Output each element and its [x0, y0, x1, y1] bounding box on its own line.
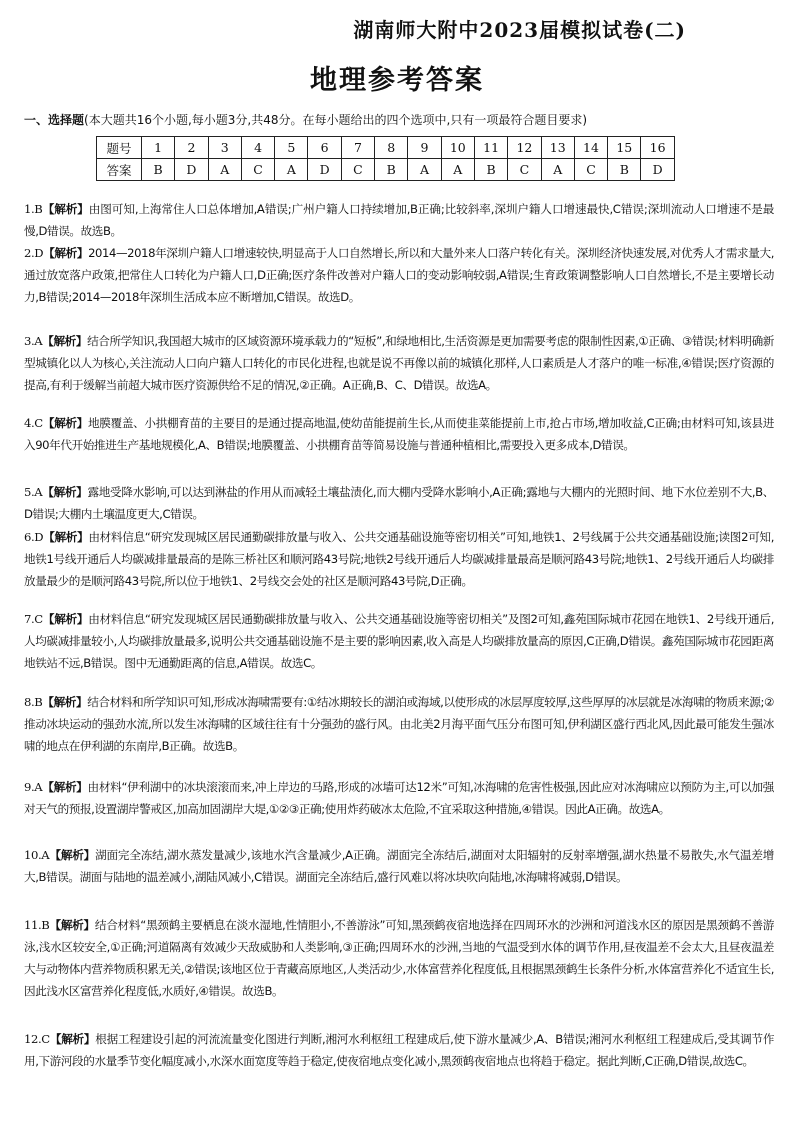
answer-cell: B — [375, 159, 408, 181]
analysis-tag: 【解析】 — [49, 848, 96, 862]
item-prefix: 4.C — [24, 416, 43, 430]
analysis-tag: 【解析】 — [49, 918, 95, 932]
answer-cell: C — [508, 159, 541, 181]
explanation-item — [24, 526, 774, 592]
answer-cell: A — [441, 159, 474, 181]
question-number-cell: 8 — [375, 137, 408, 159]
answer-cell: D — [175, 159, 208, 181]
answer-cell: A — [208, 159, 241, 181]
analysis-tag: 【解析】 — [42, 416, 88, 430]
explanation-item — [24, 481, 774, 525]
question-number-cell: 15 — [608, 137, 641, 159]
explanation-text: 结合材料和所学知识可知,形成冰海啸需要有:①结冰期较长的湖泊或海域,以使形成的冰层厚度较厚,这些厚厚的冰层就是冰海啸的物质来源;②推动冰块运动的强劲水流,所以发生冰海啸的区域往往有十分强劲的盛行风。由北美2月海平面气压分布图可知,伊利湖区盛行西北风,因此最可能发生强冰啸的地点在伊利湖的东南岸,B正确。故选B。 — [24, 695, 774, 753]
item-prefix: 11.B — [24, 918, 50, 932]
explanation-item — [24, 914, 774, 1002]
question-number-cell: 3 — [208, 137, 241, 159]
analysis-tag: 【解析】 — [42, 612, 89, 626]
answer-table — [96, 136, 675, 181]
explanation-text: 由材料“伊利湖中的冰块滚滚而来,冲上岸边的马路,形成的冰墙可达12米”可知,冰海啸的危害性极强,因此应对冰海啸应以预防为主,可以加强对天气的预报,设置湖岸警戒区,加高加固湖岸大堤,①②③正确;使用炸药破冰太危险,不宜采取这种措施,④错误。因此A正确。故选A。 — [24, 780, 774, 816]
question-number-cell: 16 — [641, 137, 674, 159]
analysis-tag: 【解析】 — [42, 334, 88, 348]
analysis-tag: 【解析】 — [42, 695, 88, 709]
answer-cell: A — [275, 159, 308, 181]
analysis-tag: 【解析】 — [49, 1032, 96, 1046]
answer-row — [97, 159, 675, 181]
item-prefix: 7.C — [24, 612, 43, 626]
answer-cell: C — [341, 159, 374, 181]
explanation-item — [24, 412, 774, 456]
question-number-cell: 12 — [508, 137, 541, 159]
explanation-item — [24, 330, 774, 396]
question-number-cell: 6 — [308, 137, 341, 159]
question-number-cell: 10 — [441, 137, 474, 159]
explanation-text: 由材料信息“研究发现城区居民通勤碳排放量与收入、公共交通基础设施等密切相关”及图2可知,鑫苑国际城市花园在地铁1、2号线开通后,人均碳减排量较小,人均碳排放量最多,说明公共交通基础设施不是主要的影响因素,收入高是人均碳排放量高的原因,C正确,D错误。鑫苑国际城市花园距离地铁站不远,B错误。图中无通勤距离的信息,A错误。故选C。 — [24, 612, 774, 670]
question-number-cell: 1 — [142, 137, 175, 159]
item-prefix: 8.B — [24, 695, 43, 709]
question-number-cell: 2 — [175, 137, 208, 159]
question-number-cell: 14 — [574, 137, 607, 159]
explanation-text: 根据工程建设引起的河流流量变化图进行判断,湘河水利枢纽工程建成后,使下游水量减少,A、B错误;湘河水利枢纽工程建成后,受其调节作用,下游河段的水量季节变化幅度减小,水深水面宽度等趋于稳定,使夜宿地点变化减小,黑颈鹤夜宿地点也将趋于稳定。据此判断,C正确,D错误,故选C。 — [24, 1032, 775, 1068]
explanation-text: 结合材料“黑颈鹤主要栖息在淡水湿地,性情胆小,不善游泳”可知,黑颈鹤夜宿地选择在四周环水的沙洲和河道浅水区的原因是黑颈鹤不善游泳,浅水区较安全,①正确;河道隔离有效减少天敌威胁和人类影响,③正确;四周环水的沙洲,当地的气温受到水体的调节作用,昼夜温差不会太大,且昼夜温差大与动物体内营养物质积累无关,②错误;该地区位于青藏高原地区,人类活动少,水体富营养化程度低,且根据黑颈鹤生长条件分析,水体富营养化不适宜生长,因此浅水区富营养化程度低,水质好,④错误。故选B。 — [24, 918, 775, 998]
analysis-tag: 【解析】 — [42, 780, 88, 794]
analysis-tag: 【解析】 — [42, 485, 88, 499]
explanation-item — [24, 242, 774, 308]
row-label-number: 题号 — [97, 137, 142, 159]
item-prefix: 12.C — [24, 1032, 50, 1046]
analysis-tag: 【解析】 — [43, 246, 89, 260]
question-number-cell: 4 — [241, 137, 274, 159]
answer-cell: C — [574, 159, 607, 181]
explanation-text: 由图可知,上海常住人口总体增加,A错误;广州户籍人口持续增加,B正确;比较斜率,深圳户籍人口增速最快,C错误;深圳流动人口增速不是最慢,D错误。故选B。 — [24, 202, 775, 238]
answer-cell: C — [241, 159, 274, 181]
question-number-row — [97, 137, 675, 159]
item-prefix: 9.A — [24, 780, 43, 794]
explanation-text: 由材料信息“研究发现城区居民通勤碳排放量与收入、公共交通基础设施等密切相关”可知,地铁1、2号线属于公共交通基础设施;读图2可知,地铁1号线开通后人均碳减排量最高的是陈三桥社区和顺河路43号院;地铁2号线开通后人均碳减排量最高是顺河路43号院;地铁1、2号线开通后人均碳排放量最少的是顺河路43号院,所以位于地铁1、2号线交会处的社区是顺河路43号院,D正确。 — [24, 530, 774, 588]
analysis-tag: 【解析】 — [43, 530, 89, 544]
question-number-cell: 11 — [474, 137, 507, 159]
section-heading — [24, 111, 784, 128]
explanation-text: 露地受降水影响,可以达到淋盐的作用从而减轻土壤盐渍化,而大棚内受降水影响小,A正确;露地与大棚内的光照时间、地下水位差别不大,B、D错误;大棚内土壤温度更大,C错误。 — [24, 485, 774, 521]
analysis-tag: 【解析】 — [42, 202, 89, 216]
explanation-item — [24, 608, 774, 674]
explanation-text: 地膜覆盖、小拱棚育苗的主要目的是通过提高地温,使幼苗能提前生长,从而使韭菜能提前上市,抢占市场,增加收益,C正确;由材料可知,该县进入90年代开始推进生产基地规模化,A、B错误;地膜覆盖、小拱棚育苗等简易设施与普通种植相比,需要投入更多成本,D错误。 — [24, 416, 774, 452]
explanation-item — [24, 691, 774, 757]
answer-cell: D — [308, 159, 341, 181]
section-note: (本大题共16个小题,每小题3分,共48分。在每小题给出的四个选项中,只有一项最符合题目要求) — [84, 113, 587, 127]
section-label: 一、选择题 — [24, 113, 85, 127]
answer-cell: A — [541, 159, 574, 181]
answer-cell: D — [641, 159, 674, 181]
explanation-item — [24, 1028, 774, 1072]
question-number-cell: 13 — [541, 137, 574, 159]
answer-cell: B — [608, 159, 641, 181]
item-prefix: 1.B — [24, 202, 43, 216]
answer-cell: A — [408, 159, 441, 181]
answer-cell: B — [142, 159, 175, 181]
question-number-cell: 5 — [275, 137, 308, 159]
question-number-cell: 9 — [408, 137, 441, 159]
explanation-item — [24, 776, 774, 820]
explanation-text: 结合所学知识,我国超大城市的区域资源环境承载力的“短板”,和绿地相比,生活资源是更加需要考虑的限制性因素,①正确、③错误;材料明确新型城镇化以人为核心,关注流动人口向户籍人口转化的市民化进程,也就是说不再像以前的城镇化那样,人口素质是人才落户的唯一标准,④错误;医疗资源的提高,有利于缓解当前超大城市医疗资源供给不足的情况,②正确。A正确,B、C、D错误。故选A。 — [24, 334, 774, 392]
question-number-cell: 7 — [341, 137, 374, 159]
item-prefix: 10.A — [24, 848, 50, 862]
explanation-text: 2014—2018年深圳户籍人口增速较快,明显高于人口自然增长,所以和大量外来人口落户转化有关。深圳经济快速发展,对优秀人才需求量大,通过放宽落户政策,把常住人口转化为户籍人口,D正确;医疗条件改善对户籍人口的变动影响较弱,A错误;生育政策调整影响人口自然增长,不是主要增长动力,B错误;2014—2018年深圳生活成本应不断增加,C错误。故选D。 — [24, 246, 774, 304]
item-prefix: 2.D — [24, 246, 44, 260]
explanation-text: 湖面完全冻结,湖水蒸发量减少,该地水汽含量减少,A正确。湖面完全冻结后,湖面对太阳辐射的反射率增强,湖水热量不易散失,水气温差增大,B错误。湖面与陆地的温差减小,湖陆风减小,C错误。湖面完全冻结后,盛行风难以将冰块吹向陆地,冰海啸将减弱,D错误。 — [24, 848, 774, 884]
row-label-answer: 答案 — [97, 159, 142, 181]
page-title: 地理参考答案 — [310, 65, 484, 96]
explanation-item — [24, 844, 774, 888]
school-title: 湖南师大附中2023届模拟试卷(二) — [353, 18, 686, 42]
item-prefix: 3.A — [24, 334, 43, 348]
explanation-item — [24, 198, 774, 242]
exam-header — [0, 14, 794, 43]
item-prefix: 5.A — [24, 485, 43, 499]
answer-cell: B — [474, 159, 507, 181]
item-prefix: 6.D — [24, 530, 44, 544]
